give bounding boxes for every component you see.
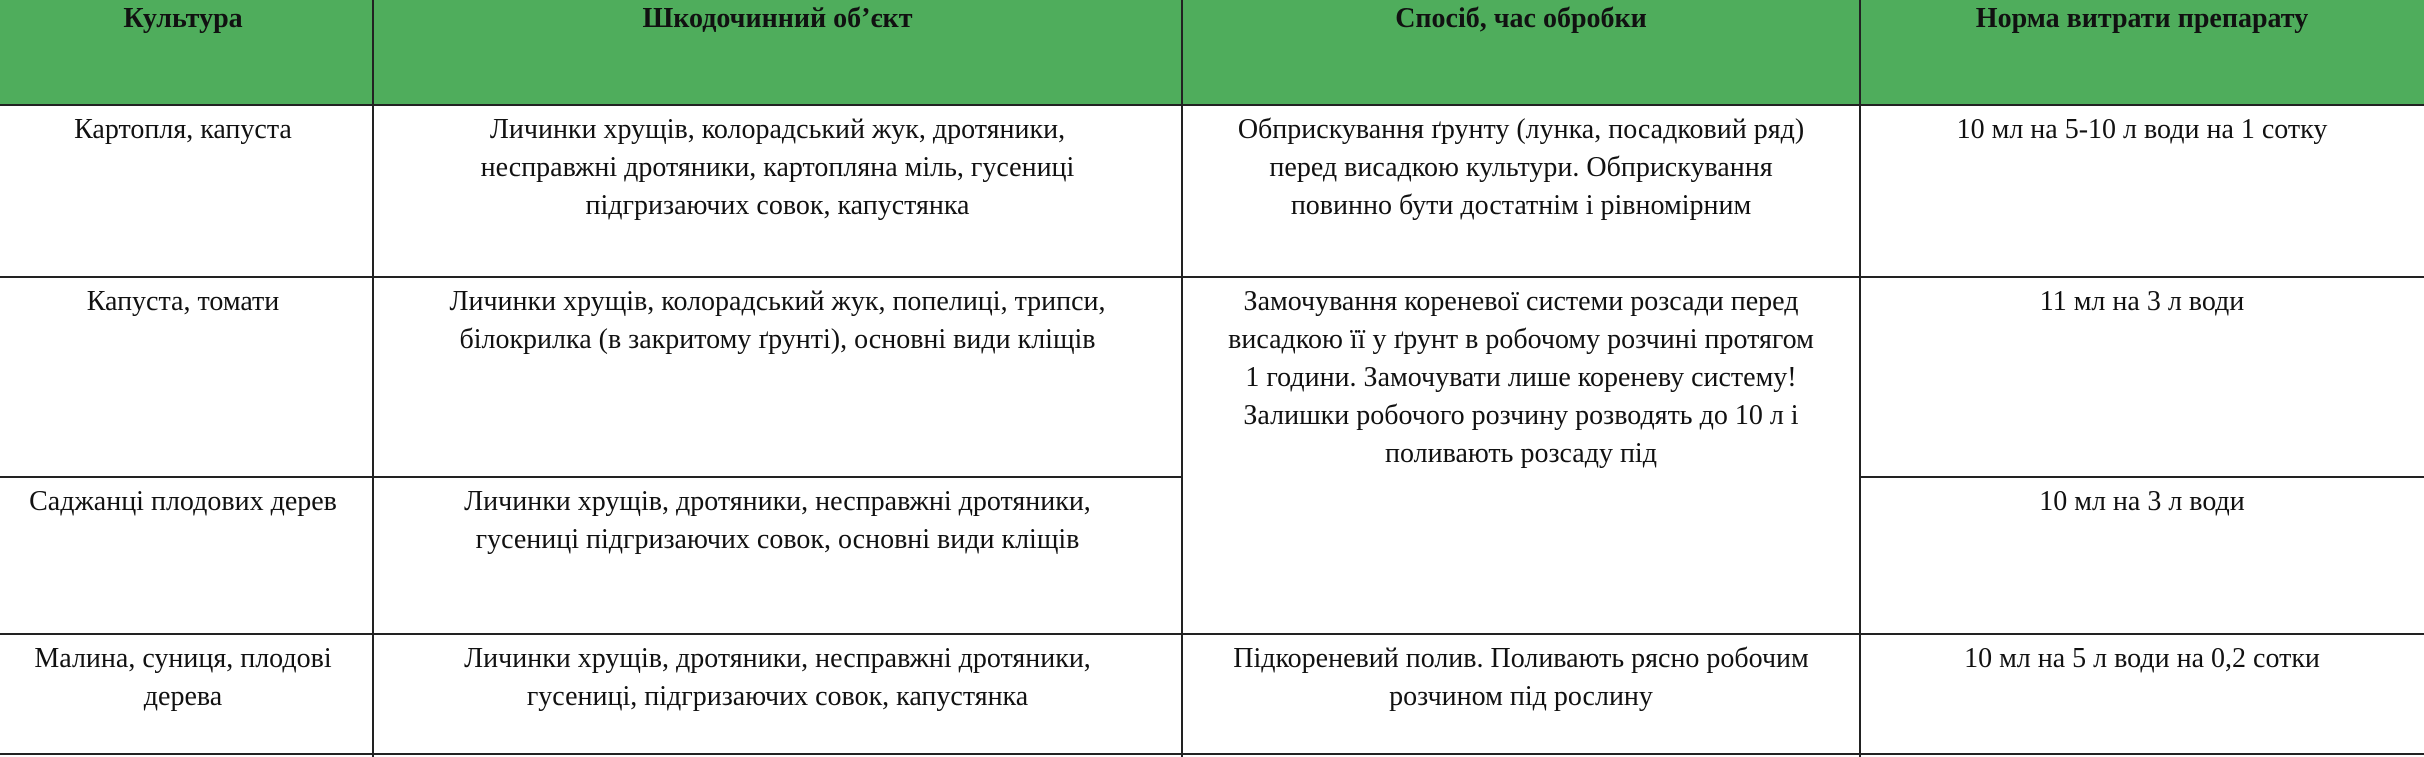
cell-line: Личинки хрущів, дротяники, несправжні дротяники, xyxy=(464,643,1091,674)
row-divider xyxy=(0,753,2424,755)
cell-culture xyxy=(0,634,372,716)
cell-rate xyxy=(1860,277,2424,321)
cell-line: перед висадкою культури. Обприскування xyxy=(1269,152,1773,183)
row-divider xyxy=(0,276,2424,278)
column-divider xyxy=(1859,0,1861,757)
table-row xyxy=(0,634,2424,757)
cell-line: дерева xyxy=(143,681,223,712)
table-row xyxy=(0,277,2424,477)
cell-pest xyxy=(373,477,1182,559)
cell-line: Саджанці плодових дерев xyxy=(29,486,337,517)
cell-line: 1 години. Замочувати лише кореневу систему! xyxy=(1245,362,1797,393)
row-divider xyxy=(1859,476,2424,478)
cell-line: Личинки хрущів, колорадський жук, попелиці, трипси, xyxy=(449,286,1106,317)
cell-line: Личинки хрущів, колорадський жук, дротяники, xyxy=(489,114,1066,145)
cell-pest xyxy=(373,634,1182,716)
cell-line: 11 мл на 3 л води xyxy=(2039,286,2245,317)
cell-line: Підкореневий полив. Поливають рясно робочим xyxy=(1233,643,1809,674)
cell-rate xyxy=(1860,477,2424,521)
cell-rate xyxy=(1860,105,2424,149)
cell-method xyxy=(1183,105,1859,225)
cell-line: Малина, суниця, плодові xyxy=(34,643,332,674)
cell-line: 10 мл на 5 л води на 0,2 сотки xyxy=(1964,643,2320,674)
cell-line: Капуста, томати xyxy=(86,286,280,317)
cell-line: несправжні дротяники, картопляна міль, гусениці xyxy=(480,152,1075,183)
cell-culture xyxy=(0,105,372,149)
cell-method xyxy=(1183,277,1859,473)
header-culture: Культура xyxy=(123,3,243,34)
cell-line: повинно бути достатнім і рівномірним xyxy=(1290,190,1752,221)
table-row xyxy=(0,105,2424,277)
row-divider xyxy=(0,633,2424,635)
row-divider xyxy=(0,104,2424,106)
cell-line: гусениці, підгризаючих совок, капустянка xyxy=(526,681,1029,712)
cell-line: гусениці підгризаючих совок, основні види кліщів xyxy=(475,524,1080,555)
cell-line: Картопля, капуста xyxy=(74,114,292,145)
cell-line: білокрилка (в закритому ґрунті), основні види кліщів xyxy=(459,324,1096,355)
row-divider xyxy=(0,476,1182,478)
cell-line: Личинки хрущів, дротяники, несправжні дротяники, xyxy=(464,486,1091,517)
header-method: Спосіб, час обробки xyxy=(1395,3,1647,34)
cell-line: Залишки робочого розчину розводять до 10 л і xyxy=(1243,400,1799,431)
cell-line: підгризаючих совок, капустянка xyxy=(585,190,970,221)
cell-line: 10 мл на 5-10 л води на 1 сотку xyxy=(1956,114,2328,145)
cell-line: розчином під рослину xyxy=(1389,681,1653,712)
header-pest: Шкодочинний об’єкт xyxy=(642,3,913,34)
column-divider xyxy=(1181,0,1183,757)
cell-method xyxy=(1183,634,1859,716)
column-divider xyxy=(372,0,374,757)
cell-rate xyxy=(1860,634,2424,678)
cell-culture xyxy=(0,277,372,321)
cell-line: 10 мл на 3 л води xyxy=(2039,486,2245,517)
cell-line: Обприскування ґрунту (лунка, посадковий ряд) xyxy=(1237,114,1805,145)
cell-culture xyxy=(0,477,372,521)
cell-line: висадкою її у ґрунт в робочому розчині протягом xyxy=(1228,324,1814,355)
table-row xyxy=(0,477,2424,634)
cell-pest xyxy=(373,105,1182,225)
cell-line: Замочування кореневої системи розсади перед xyxy=(1243,286,1799,317)
header-rate: Норма витрати препарату xyxy=(1975,3,2309,34)
table-header-row xyxy=(0,0,2424,105)
cell-pest xyxy=(373,277,1182,359)
cell-line: поливають розсаду під xyxy=(1385,438,1657,469)
